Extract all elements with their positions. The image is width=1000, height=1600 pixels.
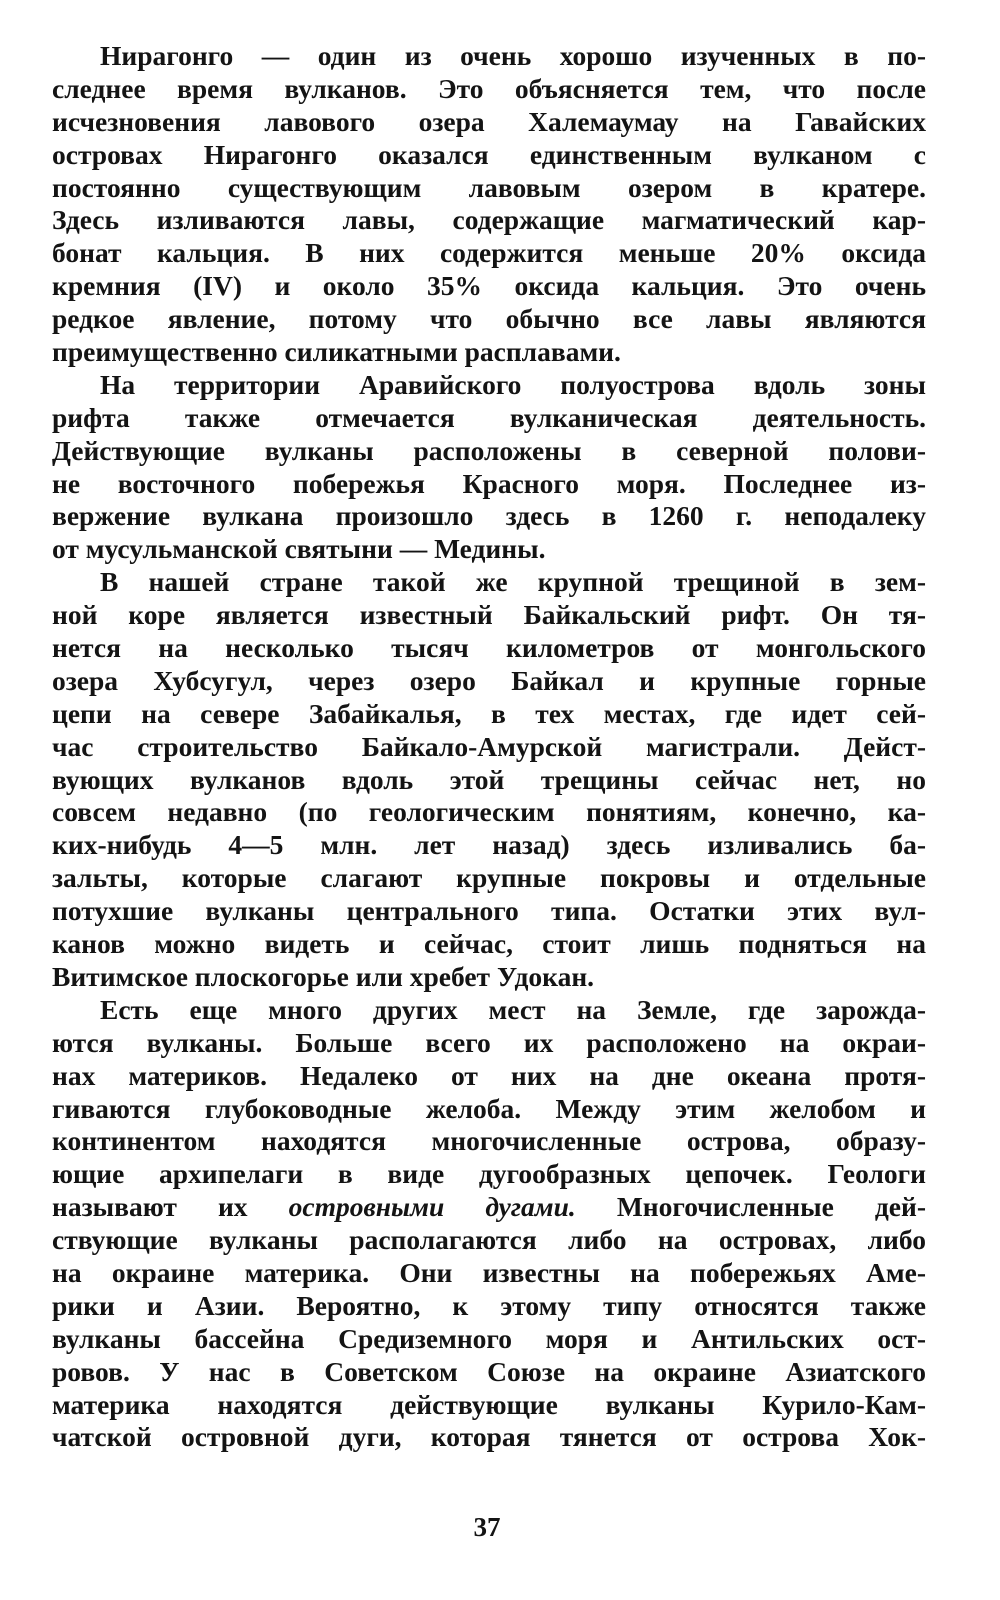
text-line: вулканы бассейна Средиземного моря и Антильских ост- xyxy=(52,1322,926,1354)
page-number: 37 xyxy=(473,1512,501,1542)
text-line: не восточного побережья Красного моря. Последнее из- xyxy=(52,467,926,499)
text-line: от мусульманской святыни — Медины. xyxy=(52,533,546,565)
text-line: бонат кальция. В них содержится меньше 20% оксида xyxy=(52,237,926,269)
text-line: На территории Аравийского полуострова вдоль зоны xyxy=(100,368,926,400)
text-line: вующих вулканов вдоль этой трещины сейчас нет, но xyxy=(52,763,926,795)
text-line: цепи на севере Забайкалья, в тех местах, где идет сей- xyxy=(52,697,926,729)
paragraph-arabian-peninsula xyxy=(52,369,926,566)
paragraph-baikal-rift xyxy=(52,566,926,994)
text-line: потухшие вулканы центрального типа. Остатки этих вул- xyxy=(52,895,926,927)
text-line: совсем недавно (по геологическим понятиям, конечно, ка- xyxy=(52,796,926,828)
text-line: Действующие вулканы расположены в северной полови- xyxy=(52,434,926,466)
text-line: материка находятся действующие вулканы Курило-Кам- xyxy=(52,1388,926,1420)
text-line: следнее время вулканов. Это объясняется тем, что после xyxy=(52,72,926,104)
text-line: ющие архипелаги в виде дугообразных цепочек. Геологи xyxy=(52,1158,926,1190)
text-line: ствующие вулканы располагаются либо на островах, либо xyxy=(52,1224,926,1256)
italic-term: островными дугами. xyxy=(288,1191,576,1223)
text-line: Витимское плоскогорье или хребет Удокан. xyxy=(52,960,595,992)
text-line: нется на несколько тысяч километров от монгольского xyxy=(52,632,926,664)
text-line: час строительство Байкало-Амурской магистрали. Дейст- xyxy=(52,730,926,762)
text-line-with-emphasis: называют их островными дугами. Многочисленные дей- xyxy=(52,1191,926,1223)
paragraph-island-arcs xyxy=(52,994,926,1454)
page-body xyxy=(52,40,926,1454)
text-line: В нашей стране такой же крупной трещиной в зем- xyxy=(100,566,926,598)
paragraph-nyiragongo xyxy=(52,40,926,369)
text-line: кремния (IV) и около 35% оксида кальция. Это очень xyxy=(52,270,926,302)
text-line: преимущественно силикатными расплавами. xyxy=(52,336,621,368)
text-line: нах материков. Недалеко от них на дне океана протя- xyxy=(52,1059,926,1091)
text-line: исчезновения лавового озера Халемаумау на Гавайских xyxy=(52,105,926,137)
text-line: постоянно существующим лавовым озером в кратере. xyxy=(52,171,926,203)
text-line: Есть еще много других мест на Земле, где зарожда- xyxy=(100,993,926,1025)
text-line: вержение вулкана произошло здесь в 1260 г. неподалеку xyxy=(52,500,926,532)
text-line: озера Хубсугул, через озеро Байкал и крупные горные xyxy=(52,664,926,696)
text-line: ких-нибудь 4—5 млн. лет назад) здесь изливались ба- xyxy=(52,829,926,861)
text-line: островах Нирагонго оказался единственным вулканом с xyxy=(52,138,926,170)
text-line: редкое явление, потому что обычно все лавы являются xyxy=(52,303,926,335)
text-line: гиваются глубоководные желоба. Между этим желобом и xyxy=(52,1092,926,1124)
text-line: чатской островной дуги, которая тянется от острова Хок- xyxy=(52,1421,926,1453)
text-line: Нирагонго — один из очень хорошо изученных в по- xyxy=(100,40,926,71)
text-line: континентом находятся многочисленные острова, образу- xyxy=(52,1125,926,1157)
text-line: на окраине материка. Они известны на побережьях Аме- xyxy=(52,1256,926,1288)
text-line: ровов. У нас в Советском Союзе на окраине Азиатского xyxy=(52,1355,926,1387)
text-line: зальты, которые слагают крупные покровы и отдельные xyxy=(52,862,926,894)
text-line: ной коре является известный Байкальский рифт. Он тя- xyxy=(52,599,926,631)
text-line: канов можно видеть и сейчас, стоит лишь подняться на xyxy=(52,928,926,960)
text-line: ются вулканы. Больше всего их расположено на окраи- xyxy=(52,1026,926,1058)
text-line: рики и Азии. Вероятно, к этому типу относятся также xyxy=(52,1289,926,1321)
text-line: Здесь изливаются лавы, содержащие магматический кар- xyxy=(52,204,926,236)
text-line: рифта также отмечается вулканическая деятельность. xyxy=(52,401,926,433)
